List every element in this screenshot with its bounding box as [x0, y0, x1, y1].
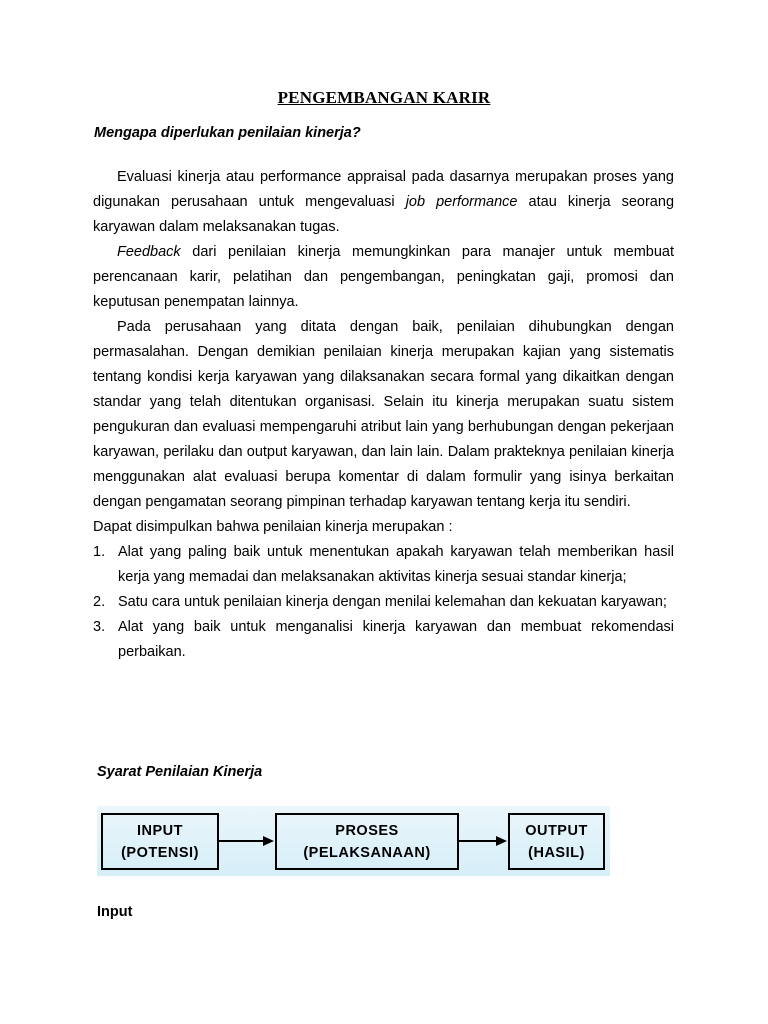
paragraph-1	[93, 165, 674, 240]
body-text	[93, 165, 674, 665]
input-box	[101, 813, 219, 870]
paragraph-1-part-a: Evaluasi kinerja atau performance appraisal pada dasarnya merupakan proses yang digunakan perusahaan untuk mengevaluasi	[93, 169, 674, 210]
list-item	[93, 590, 674, 615]
document-title: PENGEMBANGAN KARIR	[277, 88, 491, 107]
list-number: 2.	[93, 594, 106, 610]
section-heading-input: Input	[97, 904, 133, 920]
paragraph-2-part-b: dari penilaian kinerja memungkinkan para manajer untuk membuat perencanaan karir, pelatihan dan pengembangan, peningkatan gaji, promosi dan keputusan penempatan lainnya.	[93, 244, 674, 310]
input-box-label: INPUT	[137, 822, 183, 839]
list-number: 1.	[93, 544, 106, 560]
output-box-sublabel: (HASIL)	[528, 844, 585, 861]
list-text: Satu cara untuk penilaian kinerja dengan menilai kelemahan dan kekuatan karyawan;	[118, 594, 667, 610]
output-box	[508, 813, 605, 870]
section-heading-syarat: Syarat Penilaian Kinerja	[97, 764, 263, 780]
paragraph-2	[93, 240, 674, 315]
conclusion-list	[93, 540, 674, 665]
list-text: Alat yang paling baik untuk menentukan apakah karyawan telah memberikan hasil kerja yang memadai dan melaksanakan aktivitas kinerja sesuai standar kinerja;	[118, 544, 674, 585]
conclusion-line: Dapat disimpulkan bahwa penilaian kinerja merupakan :	[93, 519, 453, 535]
process-box-label: PROSES	[335, 822, 399, 839]
process-box-sublabel: (PELAKSANAAN)	[303, 844, 431, 861]
process-box	[275, 813, 459, 870]
arrow-right-icon	[459, 833, 508, 849]
arrow-right-icon	[219, 833, 275, 849]
paragraph-3: Pada perusahaan yang ditata dengan baik, penilaian dihubungkan dengan permasalahan. Dengan demikian penilaian kinerja merupakan kajian yang sistematis tentang kondisi kerja karyawan yang dilaksanakan secara formal yang dikaitkan dengan standar yang telah ditentukan organisasi. Selain itu kinerja merupakan suatu sistem pengukuran dan evaluasi mempengaruhi atribut lain yang berhubungan dengan pekerjaan karyawan, perilaku dan output karyawan, dan lain lain. Dalam prakteknya penilaian kinerja menggunakan alat evaluasi berupa komentar di dalam formulir yang isinya berkaitan dengan pengamatan seorang pimpinan terhadap karyawan tentang kerja itu sendiri.	[93, 319, 674, 510]
list-item	[93, 540, 674, 590]
list-number: 3.	[93, 619, 106, 635]
paragraph-2-emphasis: Feedback	[117, 244, 181, 260]
list-text: Alat yang baik untuk menganalisi kinerja karyawan dan membuat rekomendasi perbaikan.	[118, 619, 674, 660]
paragraph-1-part-b: atau kinerja seorang karyawan dalam melaksanakan tugas.	[93, 194, 675, 235]
question-heading: Mengapa diperlukan penilaian kinerja?	[94, 125, 361, 141]
list-item	[93, 615, 674, 665]
input-box-sublabel: (POTENSI)	[121, 844, 199, 861]
paragraph-1-emphasis: job performance	[405, 194, 518, 210]
output-box-label: OUTPUT	[525, 822, 588, 839]
process-diagram	[97, 806, 610, 876]
